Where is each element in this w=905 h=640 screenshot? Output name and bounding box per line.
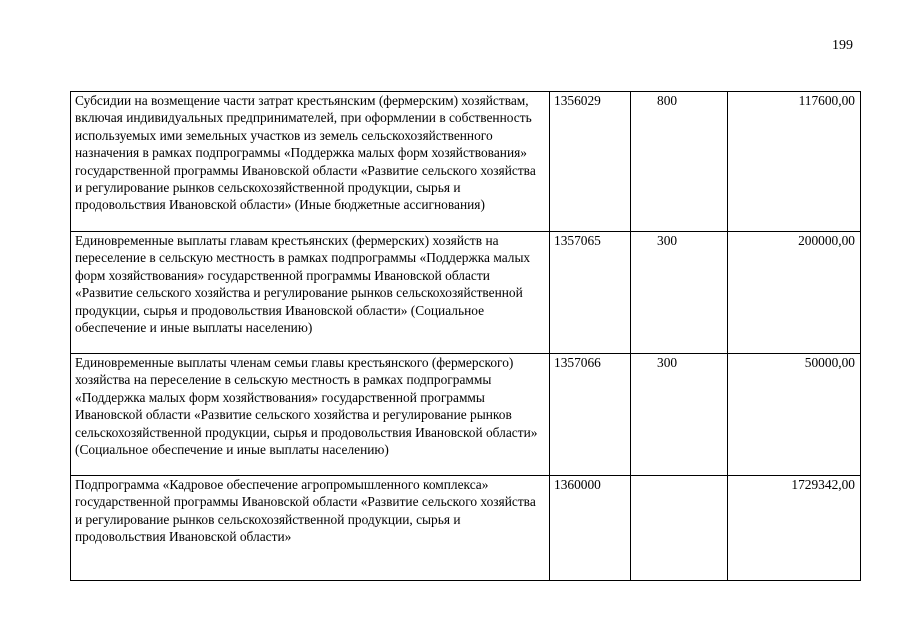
row-expense-type: 300 [631,232,728,354]
table-row [71,92,861,232]
row-description: Подпрограмма «Кадровое обеспечение агропромышленного комплекса» государственной программы Ивановской области «Развитие сельского хозяйства и регулирование рынков сельскохозяйственной продукции, сырья и продовольствия Ивановской области» [71,476,550,581]
row-description: Субсидии на возмещение части затрат крестьянским (фермерским) хозяйствам, включая индивидуальных предпринимателей, при оформлении в собственность используемых ими земельных участков из земель сельскохозяйственного назначения в рамках подпрограммы «Поддержка малых форм хозяйствования» государственной программы Ивановской области «Развитие сельского хозяйства и регулирование рынков сельскохозяйственной продукции, сырья и продовольствия Ивановской области» (Иные бюджетные ассигнования) [71,92,550,232]
table-row [71,476,861,581]
budget-table [70,91,861,581]
page-number: 199 [832,38,853,53]
table-row [71,232,861,354]
row-description: Единовременные выплаты главам крестьянских (фермерских) хозяйств на переселение в сельскую местность в рамках подпрограммы «Поддержка малых форм хозяйствования» государственной программы Ивановской области «Развитие сельского хозяйства и регулирование рынков сельскохозяйственной продукции, сырья и продовольствия Ивановской области» (Социальное обеспечение и иные выплаты населению) [71,232,550,354]
row-description: Единовременные выплаты членам семьи главы крестьянского (фермерского) хозяйства на переселение в сельскую местность в рамках подпрограммы «Поддержка малых форм хозяйствования» государственной программы Ивановской области «Развитие сельского хозяйства и регулирование рынков сельскохозяйственной продукции, сырья и продовольствия Ивановской области» (Социальное обеспечение и иные выплаты населению) [71,354,550,476]
row-expense-type [631,476,728,581]
row-target-code: 1356029 [550,92,631,232]
row-amount: 50000,00 [728,354,861,476]
row-amount: 117600,00 [728,92,861,232]
table-row [71,354,861,476]
row-target-code: 1357065 [550,232,631,354]
row-expense-type: 800 [631,92,728,232]
row-target-code: 1357066 [550,354,631,476]
row-expense-type: 300 [631,354,728,476]
row-amount: 1729342,00 [728,476,861,581]
row-target-code: 1360000 [550,476,631,581]
row-amount: 200000,00 [728,232,861,354]
